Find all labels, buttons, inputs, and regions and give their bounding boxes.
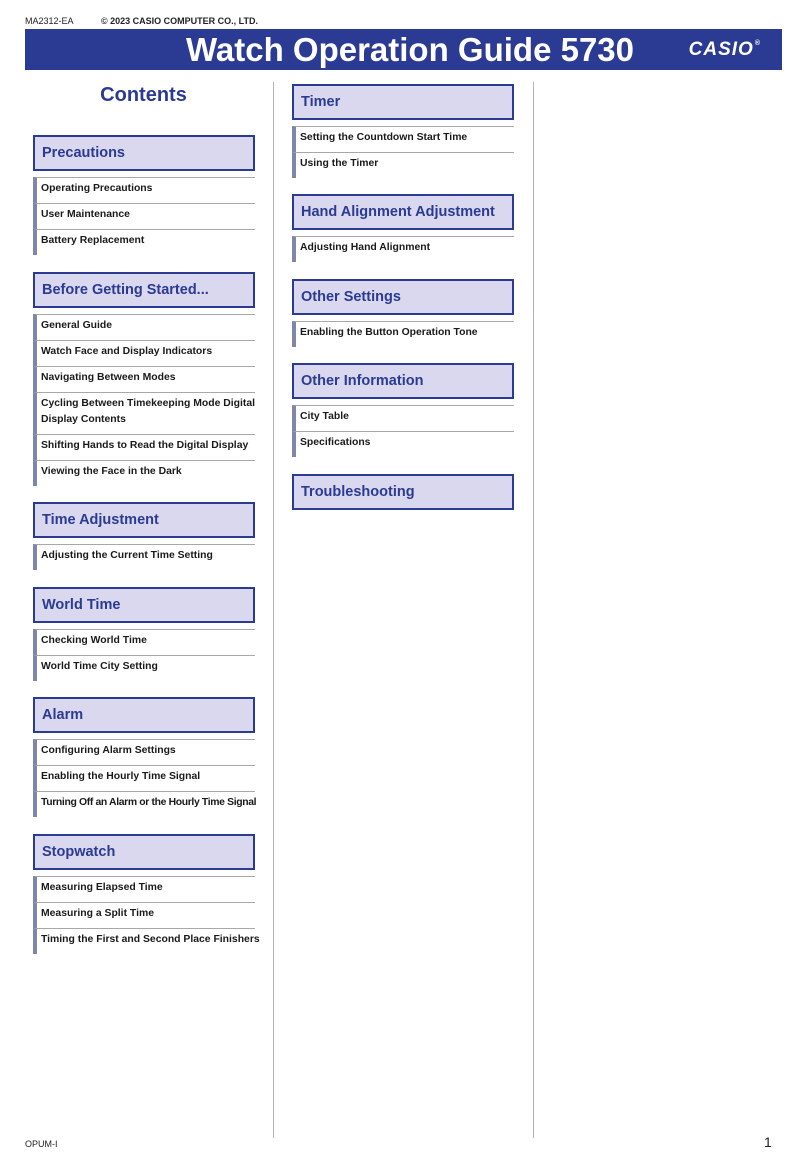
toc-link-checking-world-time[interactable]: Checking World Time	[33, 629, 255, 655]
toc-link-configuring-alarm[interactable]: Configuring Alarm Settings	[33, 739, 255, 765]
section-heading-stopwatch[interactable]: Stopwatch	[33, 834, 255, 870]
footer-code: OPUM-I	[25, 1139, 58, 1149]
toc-link-watch-face-indicators[interactable]: Watch Face and Display Indicators	[33, 340, 255, 366]
toc-link-city-table[interactable]: City Table	[292, 405, 514, 431]
section-hand-alignment	[292, 194, 514, 262]
toc-link-cycling-display-contents[interactable]: Cycling Between Timekeeping Mode Digital Display Contents	[33, 392, 255, 434]
contents-heading: Contents	[100, 84, 187, 106]
doc-code: MA2312-EA	[25, 16, 74, 26]
section-other-settings	[292, 279, 514, 347]
toc-link-turning-off-alarm[interactable]: Turning Off an Alarm or the Hourly Time Signal	[33, 791, 255, 817]
section-world-time	[33, 587, 255, 681]
section-before-getting-started	[33, 272, 255, 486]
section-heading-other-settings[interactable]: Other Settings	[292, 279, 514, 315]
toc-link-button-operation-tone[interactable]: Enabling the Button Operation Tone	[292, 321, 514, 347]
toc-link-general-guide[interactable]: General Guide	[33, 314, 255, 340]
section-heading-hand-alignment[interactable]: Hand Alignment Adjustment	[292, 194, 514, 230]
toc-link-shifting-hands[interactable]: Shifting Hands to Read the Digital Display	[33, 434, 255, 460]
section-heading-before-getting-started[interactable]: Before Getting Started...	[33, 272, 255, 308]
toc-link-viewing-face-dark[interactable]: Viewing the Face in the Dark	[33, 460, 255, 486]
toc-link-measuring-split-time[interactable]: Measuring a Split Time	[33, 902, 255, 928]
toc-link-battery-replacement[interactable]: Battery Replacement	[33, 229, 255, 255]
toc-link-countdown-start-time[interactable]: Setting the Countdown Start Time	[292, 126, 514, 152]
page-number: 1	[764, 1134, 772, 1150]
column-divider-right	[533, 82, 534, 1138]
section-precautions	[33, 135, 255, 255]
toc-link-user-maintenance[interactable]: User Maintenance	[33, 203, 255, 229]
toc-link-world-time-city-setting[interactable]: World Time City Setting	[33, 655, 255, 681]
section-heading-precautions[interactable]: Precautions	[33, 135, 255, 171]
section-heading-time-adjustment[interactable]: Time Adjustment	[33, 502, 255, 538]
title-banner	[25, 29, 782, 70]
toc-link-hourly-time-signal[interactable]: Enabling the Hourly Time Signal	[33, 765, 255, 791]
section-alarm	[33, 697, 255, 817]
section-heading-other-information[interactable]: Other Information	[292, 363, 514, 399]
toc-link-using-timer[interactable]: Using the Timer	[292, 152, 514, 178]
toc-link-navigating-modes[interactable]: Navigating Between Modes	[33, 366, 255, 392]
casio-logo	[689, 29, 761, 70]
column-divider-left	[273, 82, 274, 1138]
section-other-information	[292, 363, 514, 457]
section-heading-troubleshooting[interactable]: Troubleshooting	[292, 474, 514, 510]
copyright-notice: © 2023 CASIO COMPUTER CO., LTD.	[101, 16, 258, 26]
toc-link-timing-finishers[interactable]: Timing the First and Second Place Finishers	[33, 928, 255, 954]
toc-link-adjusting-hand-alignment[interactable]: Adjusting Hand Alignment	[292, 236, 514, 262]
section-stopwatch	[33, 834, 260, 954]
section-troubleshooting	[292, 474, 514, 510]
toc-link-measuring-elapsed-time[interactable]: Measuring Elapsed Time	[33, 876, 255, 902]
section-heading-timer[interactable]: Timer	[292, 84, 514, 120]
brand-name: CASIO	[688, 39, 754, 60]
section-time-adjustment	[33, 502, 255, 570]
registered-mark: ®	[754, 40, 761, 47]
toc-link-specifications[interactable]: Specifications	[292, 431, 514, 457]
toc-link-operating-precautions[interactable]: Operating Precautions	[33, 177, 255, 203]
section-timer	[292, 84, 514, 178]
section-heading-alarm[interactable]: Alarm	[33, 697, 255, 733]
toc-link-adjusting-current-time[interactable]: Adjusting the Current Time Setting	[33, 544, 255, 570]
section-heading-world-time[interactable]: World Time	[33, 587, 255, 623]
document-title: Watch Operation Guide 5730	[185, 31, 634, 68]
